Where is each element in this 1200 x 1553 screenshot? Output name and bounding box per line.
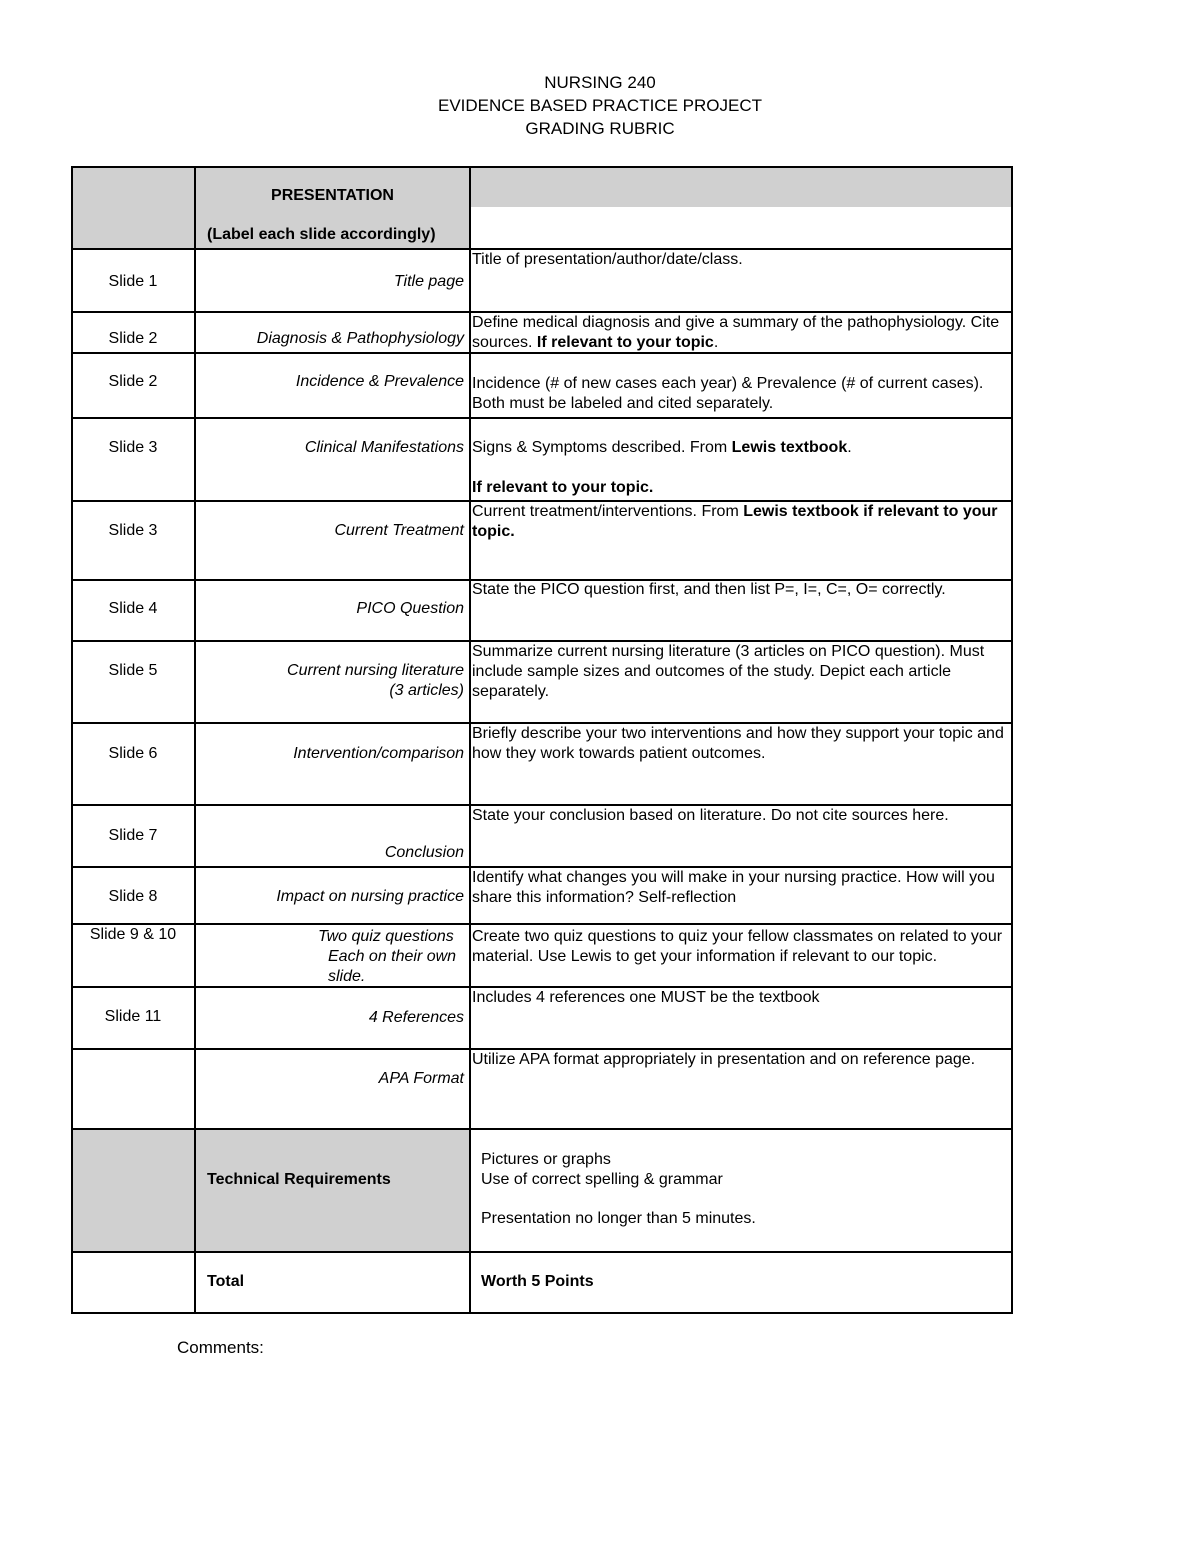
slide-description: Summarize current nursing literature (3 articles on PICO question). Must include sample sizes and outcomes of the study. Depict each article separately. xyxy=(472,643,985,700)
slide-number: Slide 2 xyxy=(108,330,158,347)
slide-description: Title of presentation/author/date/class. xyxy=(472,251,743,268)
slide-topic: Title page xyxy=(393,273,464,290)
technical-label-cell xyxy=(195,1129,470,1252)
slide-number: Slide 7 xyxy=(108,827,158,844)
row-divider xyxy=(71,417,1013,419)
slide-number: Slide 6 xyxy=(108,745,158,762)
row-divider xyxy=(71,1312,1013,1314)
slide-topic: Intervention/comparison xyxy=(293,745,464,762)
header-desc-shade xyxy=(470,166,1013,208)
slide-description: State your conclusion based on literature. Do not cite sources here. xyxy=(472,807,949,824)
comments-label: Comments: xyxy=(177,1338,264,1357)
slide-topic: Two quiz questions Each on their own slide. xyxy=(318,928,457,985)
slide-number: Slide 2 xyxy=(108,373,158,390)
slide-description: State the PICO question first, and then list P=, I=, C=, O= correctly. xyxy=(472,581,946,598)
technical-blank-cell xyxy=(71,1129,195,1252)
slide-description: Incidence (# of new cases each year) & Prevalence (# of current cases). Both must be labeled and cited separately. xyxy=(472,375,984,412)
total-label: Total xyxy=(207,1273,245,1290)
slide-topic: Current nursing literature (3 articles) xyxy=(287,662,464,699)
slide-number: Slide 8 xyxy=(108,888,158,905)
slide-description: Signs & Symptoms described. From Lewis textbook. xyxy=(472,439,852,456)
slide-description: Utilize APA format appropriately in presentation and on reference page. xyxy=(472,1051,976,1068)
row-divider xyxy=(71,923,1013,925)
slide-number: Slide 1 xyxy=(108,273,158,290)
slide-number: Slide 9 & 10 xyxy=(89,926,177,943)
row-divider xyxy=(71,1251,1013,1253)
slide-description: Define medical diagnosis and give a summary of the pathophysiology. Cite sources. If relevant to your topic. xyxy=(472,314,1000,351)
slide-description-note: If relevant to your topic. xyxy=(472,479,654,496)
header-subdivider xyxy=(470,207,1013,208)
slide-description: Briefly describe your two interventions and how they support your topic and how they work towards patient outcomes. xyxy=(472,725,1004,762)
slide-topic: 4 References xyxy=(368,1009,464,1026)
total-value: Worth 5 Points xyxy=(481,1273,594,1290)
slide-number: Slide 5 xyxy=(108,662,158,679)
slide-number: Slide 3 xyxy=(108,439,158,456)
slide-topic: PICO Question xyxy=(356,600,464,617)
slide-description: Current treatment/interventions. From Lewis textbook if relevant to your topic. xyxy=(472,503,998,540)
slide-number: Slide 11 xyxy=(104,1008,162,1025)
technical-requirements-label: Technical Requirements xyxy=(207,1171,391,1188)
slide-number: Slide 4 xyxy=(108,600,158,617)
slide-description: Includes 4 references one MUST be the textbook xyxy=(472,989,820,1006)
presentation-heading: PRESENTATION xyxy=(271,187,394,204)
slide-topic: Diagnosis & Pathophysiology xyxy=(256,330,464,347)
slide-description: Identify what changes you will make in your nursing practice. How will you share this information? Self-reflection xyxy=(472,869,995,906)
technical-item: Use of correct spelling & grammar xyxy=(481,1171,723,1188)
row-divider xyxy=(71,1128,1013,1130)
slide-description: Create two quiz questions to quiz your fellow classmates on related to your material. Use Lewis to get your information if relevant to our topic. xyxy=(472,928,1003,965)
document-title-rubric: GRADING RUBRIC xyxy=(525,119,675,138)
rubric-table xyxy=(71,166,1013,1314)
slide-topic: Conclusion xyxy=(384,844,464,861)
technical-item: Pictures or graphs xyxy=(481,1151,611,1168)
document-title-project: EVIDENCE BASED PRACTICE PROJECT xyxy=(437,96,762,115)
slide-topic: APA Format xyxy=(378,1070,464,1087)
slide-topic: Clinical Manifestations xyxy=(304,439,464,456)
row-divider xyxy=(71,166,1013,168)
technical-item: Presentation no longer than 5 minutes. xyxy=(481,1210,756,1227)
label-note: (Label each slide accordingly) xyxy=(207,226,436,243)
slide-topic: Current Treatment xyxy=(334,522,464,539)
slide-topic: Impact on nursing practice xyxy=(276,888,464,905)
header-blank-cell xyxy=(71,166,195,249)
slide-number: Slide 3 xyxy=(108,522,158,539)
document-title-course: NURSING 240 xyxy=(544,73,656,92)
slide-topic: Incidence & Prevalence xyxy=(295,373,464,390)
